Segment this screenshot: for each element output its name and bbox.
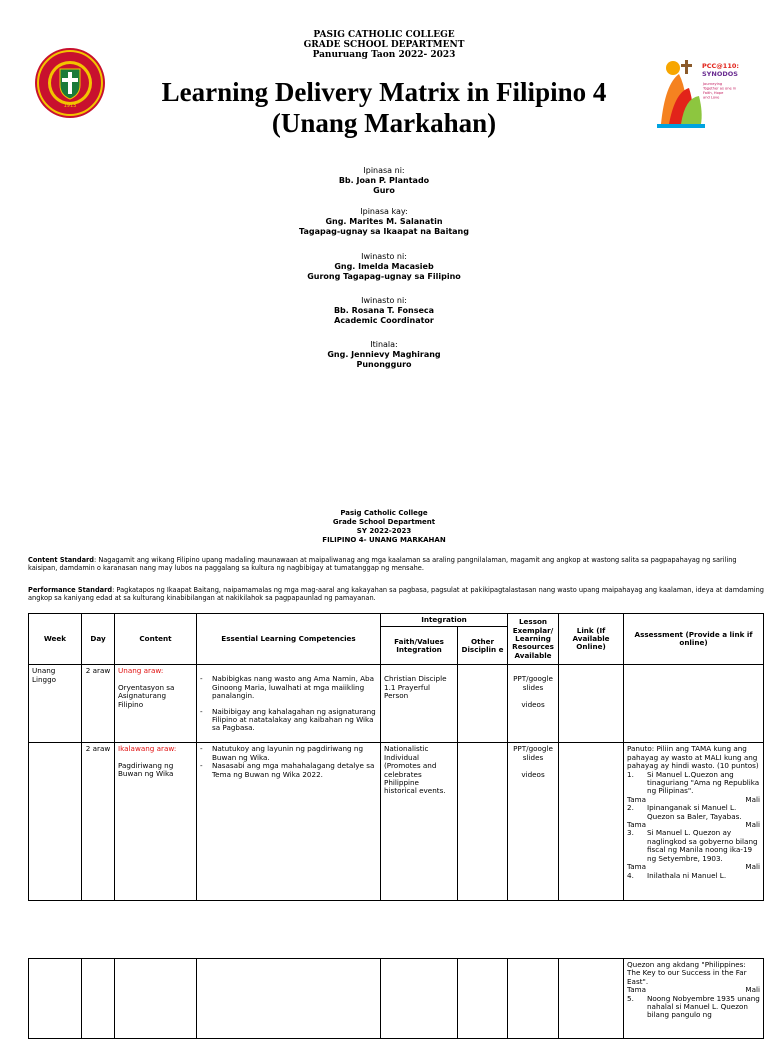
day-cell: 2 araw <box>82 665 115 743</box>
tama-mali-choice: Tama Mali <box>627 862 761 872</box>
tama-mali-choice: Tama Mali <box>627 820 761 830</box>
anniversary-logo <box>655 54 741 130</box>
competency-item: - Natutukoy ang layunin ng pagdiriwang ng Buwan ng Wika. <box>212 745 377 762</box>
content-topic: Oryentasyon sa Asignaturang Filipino <box>118 682 175 709</box>
school-seal-logo <box>34 47 106 119</box>
signatory-name: Gng. Jennievy Maghirang <box>327 350 441 359</box>
signatory-name: Gng. Imelda Macasieb <box>334 262 434 271</box>
table-row <box>29 959 764 1039</box>
signatory-name: Gng. Marites M. Salanatin <box>325 217 443 226</box>
department-name: GRADE SCHOOL DEPARTMENT <box>303 40 465 50</box>
synodos-text: SYNODOS <box>702 70 738 78</box>
content-standard <box>28 556 764 572</box>
assessment-cell <box>624 743 764 901</box>
header-content: Content <box>115 614 197 665</box>
signatory-role: Gurong Tagapag-ugnay sa Filipino <box>307 272 461 281</box>
content-topic: Pagdiriwang ng Buwan ng Wika <box>118 760 174 779</box>
signatory-label: Itinala: <box>370 340 398 349</box>
link-cell <box>559 665 624 743</box>
signatory-2 <box>0 207 768 237</box>
header-link: Link (If Available Online) <box>559 614 624 665</box>
signatory-4 <box>0 296 768 326</box>
signatory-role: Tagapag-ugnay sa Ikaapat na Baitang <box>299 227 469 236</box>
content-standard-label: Content Standard <box>28 556 95 564</box>
assessment-cell <box>624 665 764 743</box>
other-discipline-cell <box>458 665 508 743</box>
assessment-item: 3. Si Manuel L. Quezon ay naglingkod sa gobyerno bilang fiscal ng Manila noong ika-19 ng Setyembre, 1903. <box>627 828 758 863</box>
seal-year: 1913 <box>63 103 77 109</box>
page-title: Learning Delivery Matrix in Filipino 4 <box>161 77 607 107</box>
header-lesson: Lesson Exemplar/ Learning Resources Available <box>508 614 559 665</box>
day-cell: 2 araw <box>82 743 115 901</box>
sub-school-year: SY 2022-2023 <box>356 527 412 535</box>
page-subtitle: (Unang Markahan) <box>271 108 497 138</box>
link-cell <box>559 743 624 901</box>
tagline-text: Journeying Together as one in Faith, Hope and Love <box>703 82 737 100</box>
signatory-1 <box>0 166 768 196</box>
signatory-label: Ipinasa ni: <box>363 166 405 175</box>
lesson-resource: PPT/google slides <box>513 674 553 692</box>
tama-mali-choice: Tama Mali <box>627 794 761 804</box>
week-cell <box>29 959 82 1039</box>
lesson-cell <box>508 743 559 901</box>
faith-cell <box>381 959 458 1039</box>
header-integration: Integration <box>381 614 508 627</box>
lesson-resource: videos <box>521 700 545 710</box>
content-cell <box>115 743 197 901</box>
competencies-cell <box>197 743 381 901</box>
tama-mali-choice: Tama Mali <box>627 985 760 995</box>
assessment-instruction: Panuto: Piliin ang TAMA kung ang pahayag ay wasto at MALI kung ang pahayag ay hindi wasto. (10 puntos) <box>627 744 759 771</box>
table-row <box>29 743 764 901</box>
signatory-name: Bb. Rosana T. Fonseca <box>333 306 435 315</box>
assessment-cell <box>624 959 764 1039</box>
learning-matrix-table <box>28 613 764 901</box>
content-day-label: Unang araw: <box>118 666 164 676</box>
competencies-cell <box>197 959 381 1039</box>
performance-standard-text: : Pagkatapos ng Ikaapat Baitang, naipamamalas ng mga mag-aaral ang kakayahan sa pagbasa, pagsulat at pakikipagtalastasan nang wasto upang maipahayag ang kaalaman, ideya at damdaming angkop sa kaniyang edad at sa kulturang kinabibilangan at nakikilahok sa pagpapaunlad ng pamayanan. <box>28 586 764 602</box>
content-standard-text: : Nagagamit ang wikang Filipino upang madaling maunawaan at maipaliwanag ang mga kaalaman sa araling pangnilalaman, magamit ang angkop at wastong salita sa pagpapahayag ng sariling kaisipan, damdamin o karanasan nang may lubos na paggalang sa kultura ng nagbibigay at tumatanggap ng mensahe. <box>28 556 737 572</box>
signatory-name: Bb. Joan P. Plantado <box>338 176 430 185</box>
header-faith: Faith/Values Integration <box>381 627 458 665</box>
faith-cell: Nationalistic Individual (Promotes and celebrates Philippine historical events. <box>381 743 458 901</box>
header-competencies: Essential Learning Competencies <box>197 614 381 665</box>
competency-item: - Nasasabi ang mga mahahalagang detalye sa Tema ng Buwan ng Wika 2022. <box>212 762 377 779</box>
assessment-item: 4. Inilathala ni Manuel L. <box>627 870 727 880</box>
assessment-item: 5. Noong Nobyembre 1935 unang nahalal si Manuel L. Quezon bilang pangulo ng <box>627 993 760 1020</box>
lesson-cell <box>508 959 559 1039</box>
other-discipline-cell <box>458 743 508 901</box>
content-cell <box>115 665 197 743</box>
competency-item: - Nabibigkas nang wasto ang Ama Namin, Aba Ginoong Maria, luwalhati at mga maiikling panalangin. <box>212 675 377 700</box>
faith-cell <box>381 665 458 743</box>
day-cell <box>82 959 115 1039</box>
header-week: Week <box>29 614 82 665</box>
signatory-label: Ipinasa kay: <box>360 207 408 216</box>
faith-text: Christian Disciple 1.1 Prayerful Person <box>384 674 447 701</box>
signatory-role: Punongguro <box>356 360 412 369</box>
assessment-item: 1. Si Manuel L.Quezon ang tinaguriang "Ama ng Republika ng Pilipinas". <box>627 769 760 796</box>
signatory-label: Iwinasto ni: <box>361 252 407 261</box>
school-name: PASIG CATHOLIC COLLEGE <box>313 30 455 40</box>
week-cell <box>29 743 82 901</box>
signatory-role: Guro <box>373 186 395 195</box>
header-day: Day <box>82 614 115 665</box>
performance-standard <box>28 586 764 602</box>
link-cell <box>559 959 624 1039</box>
school-year: Panuruang Taon 2022- 2023 <box>312 50 456 60</box>
sub-quarter: FILIPINO 4- UNANG MARKAHAN <box>322 536 446 544</box>
assessment-item: 2. Ipinanganak si Manuel L. Quezon sa Baler, Tayabas. <box>627 803 742 821</box>
other-discipline-cell <box>458 959 508 1039</box>
week-cell: Unang Linggo <box>29 665 82 743</box>
content-day-label: Ikalawang araw: <box>118 744 177 754</box>
signatory-5 <box>0 340 768 370</box>
signatory-label: Iwinasto ni: <box>361 296 407 305</box>
sub-department: Grade School Department <box>332 518 436 526</box>
content-cell <box>115 959 197 1039</box>
header-assessment: Assessment (Provide a link if online) <box>624 614 764 665</box>
lesson-resource: PPT/google slides <box>513 744 553 762</box>
signatory-3 <box>0 252 768 282</box>
sub-school: Pasig Catholic College <box>340 509 428 517</box>
lesson-resource: videos <box>521 770 545 780</box>
performance-standard-label: Performance Standard <box>28 586 113 594</box>
assessment-continuation: Quezon ang akdang "Philippines: The Key to our Success in the Far East". <box>627 960 747 986</box>
table-row <box>29 665 764 743</box>
learning-matrix-table-continued <box>28 958 764 1039</box>
header-other-discipline: Other Disciplin e <box>458 627 508 665</box>
competency-item: - Naibibigay ang kahalagahan ng asignaturang Filipino at natatalakay ang kaibahan ng Wika sa Pagbasa. <box>212 708 377 733</box>
lesson-cell <box>508 665 559 743</box>
competencies-cell <box>197 665 381 743</box>
anniversary-text: PCC@110: <box>702 62 739 70</box>
signatory-role: Academic Coordinator <box>334 316 434 325</box>
